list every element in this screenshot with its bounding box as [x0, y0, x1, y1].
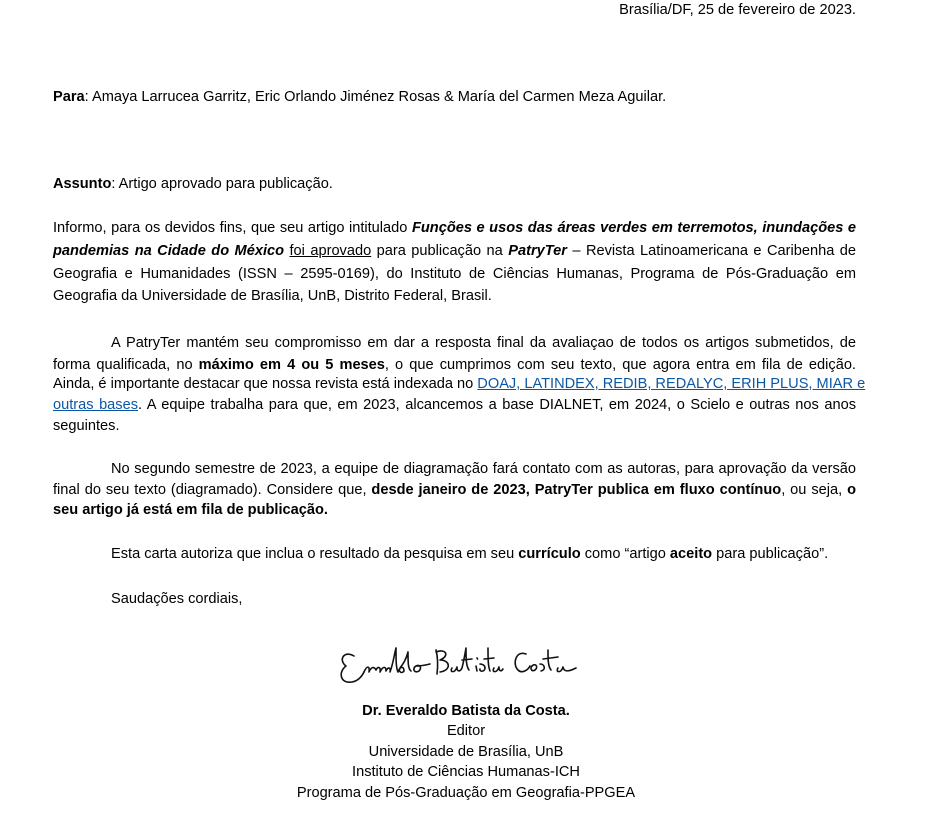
p3-line1: No segundo semestre de 2023, a equipe de diagramação fará contato com as autoras, para aprovação da versão — [111, 461, 856, 477]
p1-line2 — [53, 241, 856, 262]
signer-institute: Instituto de Ciências Humanas-ICH — [352, 764, 580, 780]
indexing-link[interactable]: DOAJ, LATINDEX, REDIB, REDALYC, ERIH PLUS, MIAR e — [477, 376, 866, 392]
closing-salutation: Saudações cordiais, — [111, 591, 243, 607]
p1-intro: Informo, para os devidos fins, que seu artigo intitulado — [53, 220, 412, 236]
p2-text-c: , o que cumprimos com seu texto, que agora entra em fila de edição. — [384, 357, 856, 373]
p2-text-l3a: Ainda, é importante destacar que nossa revista está indexada no — [53, 376, 478, 392]
p2-line1: A PatryTer mantém seu compromisso em dar a resposta final da avaliaçao de todos os artigos submetidos, de — [111, 335, 856, 351]
p1-line3: Geografia e Humanidades (ISSN – 2595-0169), do Instituto de Ciências Humanas, Programa de Pós-Graduação em — [53, 266, 856, 282]
publication-queue-text: seu artigo já está em fila de publicação. — [53, 502, 328, 518]
signer-program: Programa de Pós-Graduação em Geografia-PPGEA — [296, 785, 636, 801]
signer-role: Editor — [446, 723, 486, 739]
other-bases-link[interactable]: outras bases — [53, 397, 139, 413]
journal-name: PatryTer — [508, 243, 567, 259]
subject-label: Assunto — [53, 176, 112, 192]
curriculum-text: currículo — [518, 546, 581, 562]
p1-text-c: – Revista Latinoamericana e Caribenha de — [566, 243, 856, 259]
p3-line2 — [53, 480, 856, 501]
article-title-part2: pandemias na Cidade do México — [53, 243, 285, 259]
p3-text-a: final do seu texto (diagramado). Considere que, — [53, 482, 372, 498]
signer-name: Dr. Everaldo Batista da Costa. — [362, 703, 570, 719]
p4-text-c: como “artigo — [580, 546, 670, 562]
recipient-names: : Amaya Larrucea Garritz, Eric Orlando Jiménez Rosas & María del Carmen Meza Aguilar. — [84, 89, 667, 105]
subject-line — [53, 174, 856, 195]
subject-text: : Artigo aprovado para publicação. — [111, 176, 333, 192]
letter-date: Brasília/DF, 25 de fevereiro de 2023. — [619, 2, 856, 18]
p2-line5: seguintes. — [53, 418, 120, 434]
p3-text-d: o — [847, 482, 856, 498]
article-title-part1: Funções e usos das áreas verdes em terremotos, inundações e — [411, 220, 856, 236]
recipient-line — [53, 87, 856, 108]
p4-line — [53, 544, 856, 565]
p2-line3 — [53, 374, 866, 395]
recipient-label: Para — [53, 89, 85, 105]
p4-text-a: Esta carta autoriza que inclua o resultado da pesquisa em seu — [111, 546, 519, 562]
p2-line2 — [53, 355, 856, 376]
p1-text-b: para publicação na — [371, 243, 509, 259]
handwritten-signature — [336, 634, 582, 692]
p2-text-l4b: . A equipe trabalha para que, em 2023, alcancemos a base DIALNET, em 2024, o Scielo e outras nos anos — [138, 397, 856, 413]
p3-line3 — [53, 500, 856, 521]
p1-line1 — [53, 218, 856, 239]
p3-text-c: , ou seja, — [781, 482, 848, 498]
continuous-flow-text: desde janeiro de 2023, PatryTer publica em fluxo contínuo — [371, 482, 782, 498]
accepted-text: aceito — [669, 546, 713, 562]
p2-line4 — [53, 395, 856, 416]
signer-university: Universidade de Brasília, UnB — [368, 744, 564, 760]
p4-text-e: para publicação”. — [712, 546, 829, 562]
max-months-text: máximo em 4 ou 5 meses — [198, 357, 385, 373]
p1-line4: Geografia da Universidade de Brasília, UnB, Distrito Federal, Brasil. — [53, 288, 492, 304]
approved-text: foi aprovado — [289, 243, 372, 259]
p2-text-a: forma qualificada, no — [53, 357, 199, 373]
